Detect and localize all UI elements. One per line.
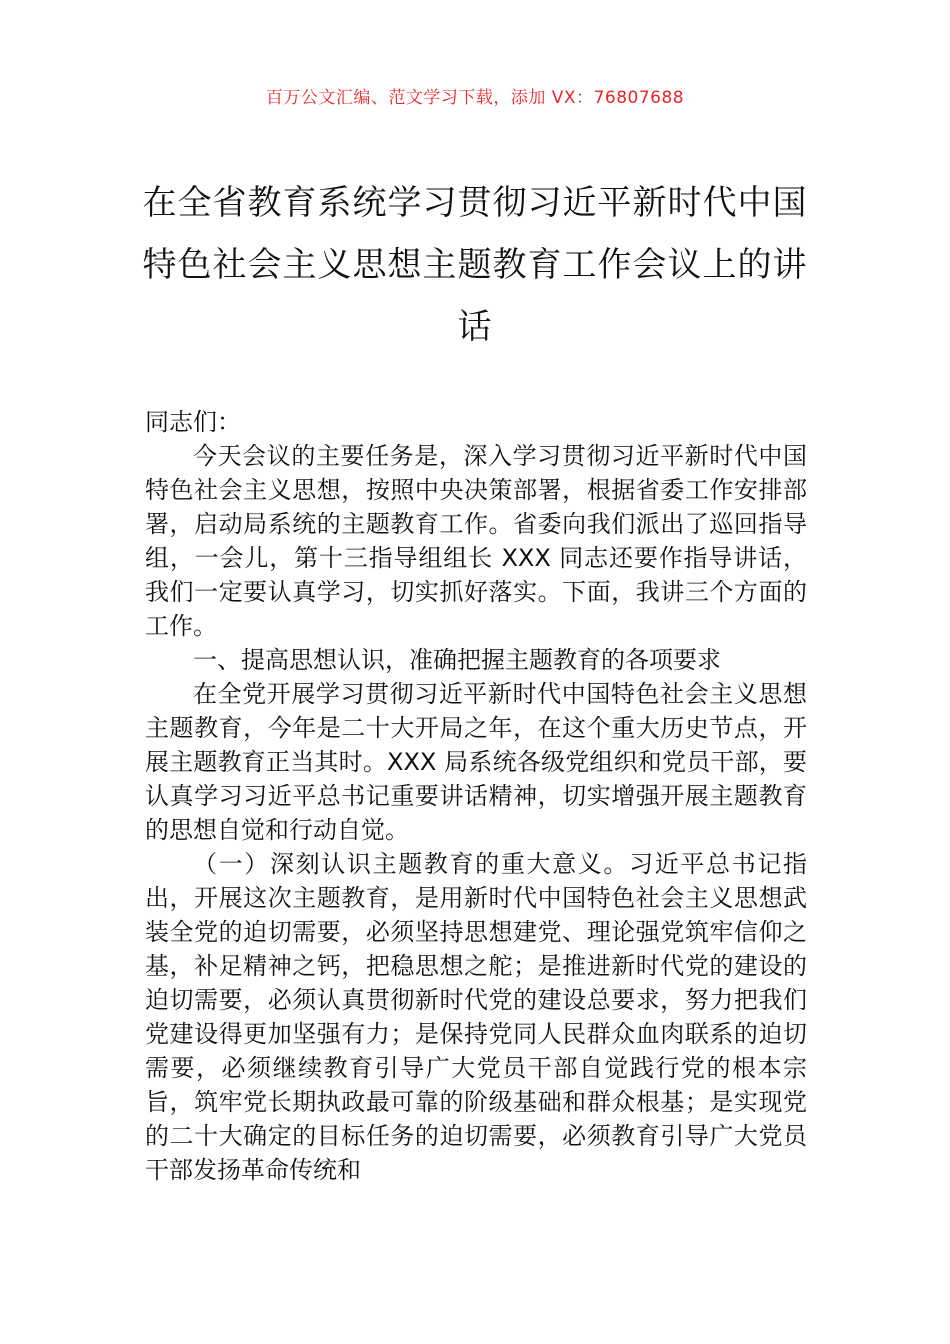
paragraph-intro: 今天会议的主要任务是，深入学习贯彻习近平新时代中国特色社会主义思想，按照中央决策部署，根据省委工作安排部署，启动局系统的主题教育工作。省委向我们派出了巡回指导组，一会儿，第十三指导组组长 XXX 同志还要作指导讲话，我们一定要认真学习，切实抓好落实。下面，我讲三个方面的工作。 [145,442,807,640]
section-heading-1: 一、提高思想认识，准确把握主题教育的各项要求 [193,646,721,674]
salutation: 同志们： [145,408,241,436]
document-title: 在全省教育系统学习贯彻习近平新时代中国特色社会主义思想主题教育工作会议上的讲话 [142,183,808,347]
paragraph-subsection-1: （一）深刻认识主题教育的重大意义。习近平总书记指出，开展这次主题教育，是用新时代中国特色社会主义思想武装全党的迫切需要，必须坚持思想建党、理论强党筑牢信仰之基，补足精神之钙，把稳思想之舵；是推进新时代党的建设的迫切需要，必须认真贯彻新时代党的建设总要求，努力把我们党建设得更加坚强有力；是保持党同人民群众血肉联系的迫切需要，必须继续教育引导广大党员干部自觉践行党的根本宗旨，筑牢党长期执政最可靠的阶级基础和群众根基；是实现党的二十大确定的目标任务的迫切需要，必须教育引导广大党员干部发扬革命传统和 [145,850,807,1184]
paragraph-section-1: 在全党开展学习贯彻习近平新时代中国特色社会主义思想主题教育，今年是二十大开局之年，在这个重大历史节点，开展主题教育正当其时。XXX 局系统各级党组织和党员干部，要认真学习习近平总书记重要讲话精神，切实增强开展主题教育的思想自觉和行动自觉。 [145,680,807,844]
document-body [145,405,807,1187]
watermark-header: 百万公文汇编、范文学习下载，添加 VX：76807688 [265,88,685,108]
